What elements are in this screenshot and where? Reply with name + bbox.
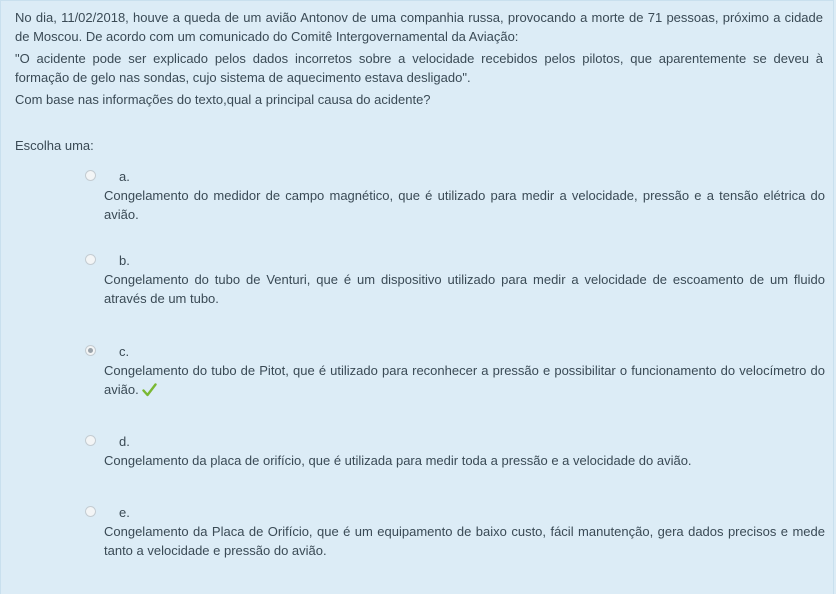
question-prompt: Com base nas informações do texto,qual a principal causa do acidente? <box>15 92 431 107</box>
option-text: Congelamento do tubo de Pitot, que é utilizado para reconhecer a pressão e possibilitar o funcionamento do velocímetro do avião. <box>104 363 825 397</box>
question-text <box>15 8 823 109</box>
radio-button-e[interactable] <box>85 506 96 517</box>
option-letter: c. <box>119 344 130 359</box>
radio-button-a[interactable] <box>85 170 96 181</box>
question-quote: "O acidente pode ser explicado pelos dados incorretos sobre a velocidade recebidos pelos pilotos, que aparentemente se deveu à formação de gelo nas sondas, cujo sistema de aquecimento estava desligado". <box>15 51 823 85</box>
choose-one-label: Escolha uma: <box>15 138 94 153</box>
option-letter: a. <box>119 169 130 184</box>
radio-button-d[interactable] <box>85 435 96 446</box>
option-letter: e. <box>119 505 130 520</box>
option-text[interactable]: Congelamento da placa de orifício, que é utilizada para medir toda a pressão e a velocidade do avião. <box>104 453 692 468</box>
question-paragraph: No dia, 11/02/2018, houve a queda de um avião Antonov de uma companhia russa, provocando a morte de 71 pessoas, próximo a cidade de Moscou. De acordo com um comunicado do Comitê Intergovernamental da Aviação: <box>15 10 823 44</box>
radio-button-c-selected[interactable] <box>85 345 96 356</box>
option-text[interactable]: Congelamento da Placa de Orifício, que é um equipamento de baixo custo, fácil manutenção, gera dados precisos e mede tanto a velocidade e pressão do avião. <box>104 524 825 558</box>
option-text[interactable]: Congelamento do medidor de campo magnético, que é utilizado para medir a velocidade, pressão e a tensão elétrica do avião. <box>104 188 825 222</box>
option-text-wrapper[interactable] <box>104 361 825 402</box>
radio-button-b[interactable] <box>85 254 96 265</box>
option-letter: b. <box>119 253 130 268</box>
checkmark-icon <box>142 383 157 402</box>
option-text[interactable]: Congelamento do tubo de Venturi, que é um dispositivo utilizado para medir a velocidade de escoamento de um fluido através de um tubo. <box>104 272 825 306</box>
option-letter: d. <box>119 434 130 449</box>
